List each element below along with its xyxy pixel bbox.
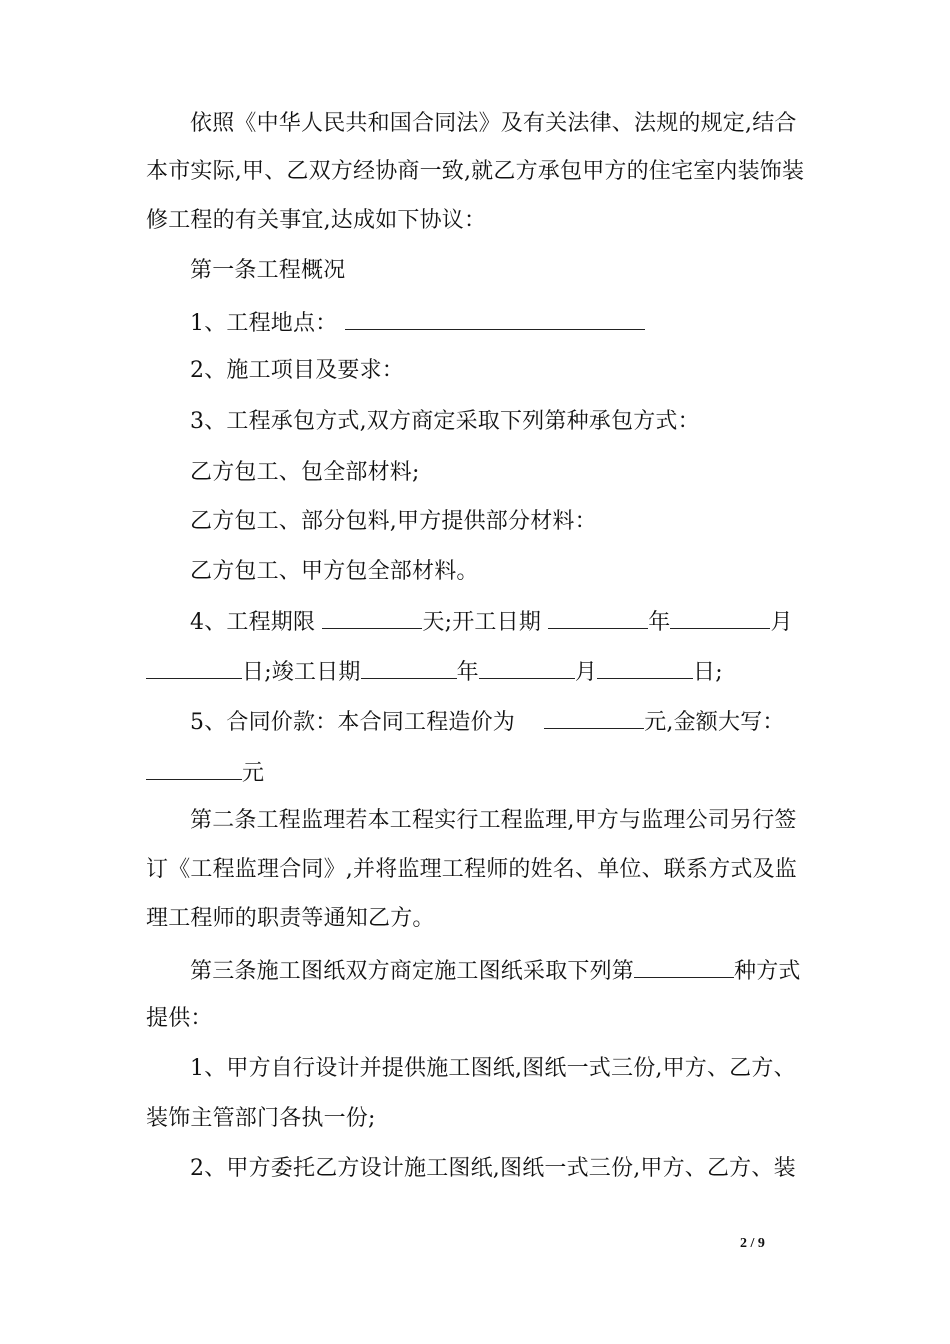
amount-words-blank (146, 757, 242, 780)
article-1-title: 第一条工程概况 (190, 258, 346, 283)
year-label: 年 (648, 610, 671, 635)
item-5-line-2 (146, 757, 826, 789)
start-day-blank (146, 656, 242, 679)
end-date-label: 日;竣工日期 (242, 660, 361, 685)
price-unit-label: 元,金额大写： (644, 710, 785, 735)
item-5-label: 5、合同价款：本合同工程造价为 (190, 710, 515, 735)
start-date-label: 天;开工日期 (422, 610, 542, 635)
option-b: 乙方包工、部分包料,甲方提供部分材料： (190, 509, 597, 534)
item-3-contract-mode: 3、工程承包方式,双方商定采取下列第种承包方式： (190, 409, 700, 434)
page-number: 2 / 9 (740, 1236, 765, 1251)
drawing-option-1-line-2: 装饰主管部门各执一份; (146, 1106, 376, 1131)
drawing-option-1-line-1: 1、甲方自行设计并提供施工图纸,图纸一式三份,甲方、乙方、 (190, 1056, 796, 1081)
drawing-method-blank (634, 955, 734, 978)
article-2-line-3: 理工程师的职责等通知乙方。 (146, 906, 435, 931)
option-a: 乙方包工、包全部材料; (190, 460, 420, 485)
end-year-blank (361, 656, 457, 679)
end-day-label: 日; (693, 660, 723, 685)
option-c: 乙方包工、甲方包全部材料。 (190, 559, 479, 584)
item-5-line-1 (190, 706, 870, 738)
end-year-label: 年 (456, 660, 479, 685)
item-2-projects: 2、施工项目及要求： (190, 358, 404, 383)
article-2-line-1: 第二条工程监理若本工程实行工程监理,甲方与监理公司另行签 (190, 808, 797, 833)
drawing-option-2-line-1: 2、甲方委托乙方设计施工图纸,图纸一式三份,甲方、乙方、装 (190, 1156, 796, 1181)
item-4-label: 4、工程期限 (190, 610, 316, 635)
location-blank (345, 307, 645, 330)
duration-blank (322, 606, 422, 629)
price-blank (544, 706, 644, 729)
item-4-line-2 (146, 656, 826, 688)
article-3-line-2: 提供： (146, 1006, 213, 1031)
article-2-line-2: 订《工程监理合同》,并将监理工程师的姓名、单位、联系方式及监 (146, 857, 797, 882)
month-label: 月 (770, 610, 793, 635)
start-year-blank (548, 606, 648, 629)
article-3-text: 第三条施工图纸双方商定施工图纸采取下列第 (190, 959, 635, 984)
article-3-line-1 (190, 955, 870, 987)
item-1-location (190, 307, 870, 339)
item-1-label: 1、工程地点： (190, 311, 338, 336)
intro-line-3: 修工程的有关事宜,达成如下协议： (146, 208, 487, 233)
end-month-label: 月 (574, 660, 598, 685)
end-month-blank (479, 656, 575, 679)
amount-unit: 元 (242, 761, 265, 786)
intro-line-2: 本市实际,甲、乙双方经协商一致,就乙方承包甲方的住宅室内装饰装 (146, 159, 805, 184)
start-month-blank (670, 606, 770, 629)
end-day-blank (597, 656, 693, 679)
item-4-line-1 (190, 606, 870, 638)
intro-line-1: 依照《中华人民共和国合同法》及有关法律、法规的规定,结合 (190, 111, 797, 136)
article-3-suffix: 种方式 (734, 959, 801, 984)
